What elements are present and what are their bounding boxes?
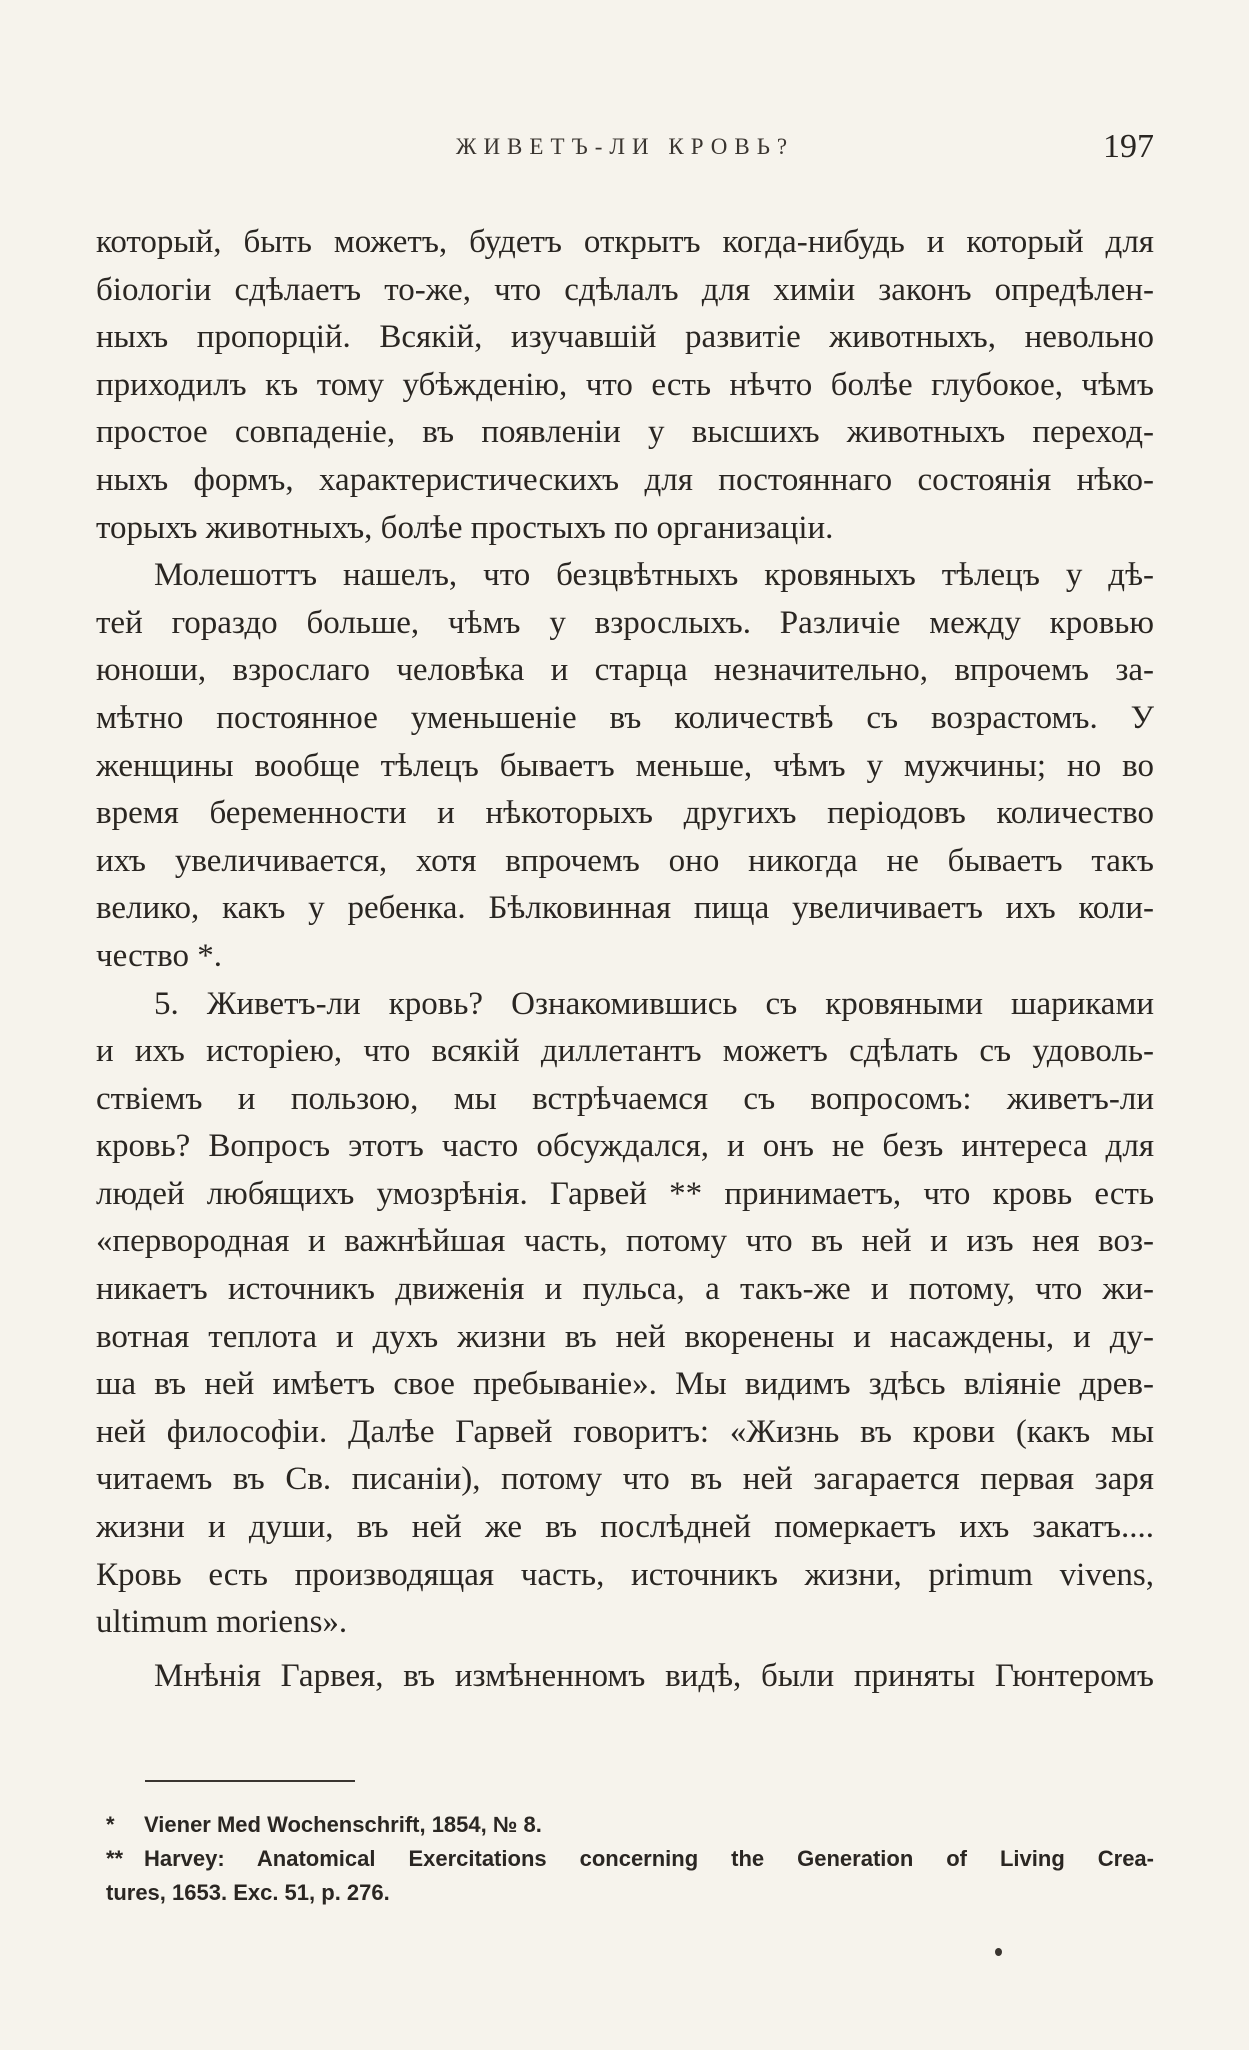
footnotes: [106, 1808, 1154, 1910]
text-line: вотная теплота и духъ жизни въ ней вкоренены и насаждены, и ду-: [96, 1318, 1154, 1355]
text-line: и ихъ исторіею, что всякій диллетантъ можетъ сдѣлать съ удоволь-: [96, 1033, 1154, 1070]
text-line: мѣтно постоянное уменьшеніе въ количествѣ съ возрастомъ. У: [96, 699, 1154, 736]
text-line: женщины вообще тѣлецъ бываетъ меньше, чѣмъ у мужчины; но во: [96, 747, 1154, 784]
text-line: ихъ увеличивается, хотя впрочемъ оно никогда не бываетъ такъ: [96, 842, 1154, 879]
text-line: тей гораздо больше, чѣмъ у взрослыхъ. Различіе между кровью: [96, 604, 1154, 641]
text-line: читаемъ въ Св. писаніи), потому что въ ней загарается первая заря: [96, 1461, 1154, 1498]
text-line: ней философіи. Далѣе Гарвей говоритъ: «Жизнь въ крови (какъ мы: [96, 1413, 1154, 1450]
footnote-text: Viener Med Wochenschrift, 1854, № 8.: [144, 1812, 542, 1837]
text-line: жизни и души, въ ней же въ послѣдней померкаетъ ихъ закатъ....: [96, 1509, 1154, 1546]
text-line: біологіи сдѣлаетъ то-же, что сдѣлалъ для химіи законъ опредѣлен-: [96, 271, 1154, 308]
section-heading-line: 5. Живетъ-ли кровь? Ознакомившись съ кровяными шариками: [154, 985, 1154, 1022]
page-header: [96, 128, 1154, 178]
footnote: [106, 1808, 1154, 1842]
text-line: время беременности и нѣкоторыхъ другихъ періодовъ количество: [96, 795, 1154, 832]
footnote: [106, 1842, 1154, 1876]
text-line: ultimum moriens».: [96, 1604, 348, 1641]
text-line: никаетъ источникъ движенія и пульса, а такъ-же и потому, что жи-: [96, 1271, 1154, 1308]
footnote-continuation: [106, 1876, 1154, 1910]
text-line: ныхъ пропорцій. Всякій, изучавшій развитіе животныхъ, невольно: [96, 319, 1154, 356]
text-line: который, быть можетъ, будетъ открытъ когда-нибудь и который для: [96, 224, 1154, 260]
footnote-mark: **: [106, 1846, 124, 1871]
text-line: приходилъ къ тому убѣжденію, что есть нѣчто болѣе глубокое, чѣмъ: [96, 366, 1154, 403]
text-line: «первородная и важнѣйшая часть, потому что въ ней и изъ нея воз-: [96, 1223, 1154, 1260]
body-text: [96, 219, 1154, 1700]
running-title: ЖИВЕТЪ-ЛИ КРОВЬ?: [455, 134, 795, 159]
footnote-text: Harvey: Anatomical Exercitations concerning the Generation of Living Crea-: [144, 1846, 1154, 1871]
footnote-mark: *: [106, 1812, 115, 1837]
text-line: ныхъ формъ, характеристическихъ для постояннаго состоянія нѣко-: [96, 461, 1154, 498]
page-number: 197: [1103, 128, 1154, 165]
text-line: юноши, взрослаго человѣка и старца незначительно, впрочемъ за-: [96, 652, 1154, 689]
text-line: Кровь есть производящая часть, источникъ жизни, primum vivens,: [96, 1556, 1154, 1593]
footnote-divider: [145, 1780, 355, 1782]
text-line: чество *.: [96, 937, 222, 974]
footnote-text: tures, 1653. Exc. 51, p. 276.: [106, 1880, 390, 1905]
text-line: Молешоттъ нашелъ, что безцвѣтныхъ кровяныхъ тѣлецъ у дѣ-: [154, 557, 1154, 594]
text-line: ствіемъ и пользою, мы встрѣчаемся съ вопросомъ: живетъ-ли: [96, 1080, 1154, 1117]
text-line: ша въ ней имѣетъ свое пребываніе». Мы видимъ здѣсь вліяніе древ-: [96, 1366, 1154, 1403]
print-speck: [995, 1948, 1002, 1956]
text-line: торыхъ животныхъ, болѣе простыхъ по организаціи.: [96, 509, 834, 546]
text-line: Мнѣнія Гарвея, въ измѣненномъ видѣ, были приняты Гюнтеромъ: [154, 1657, 1154, 1694]
text-line: велико, какъ у ребенка. Бѣлковинная пища увеличиваетъ ихъ коли-: [96, 890, 1154, 927]
text-line: кровь? Вопросъ этотъ часто обсуждался, и онъ не безъ интереса для: [96, 1128, 1154, 1165]
text-line: людей любящихъ умозрѣнія. Гарвей ** принимаетъ, что кровь есть: [96, 1175, 1154, 1212]
text-line: простое совпаденіе, въ появленіи у высшихъ животныхъ переход-: [96, 414, 1154, 451]
